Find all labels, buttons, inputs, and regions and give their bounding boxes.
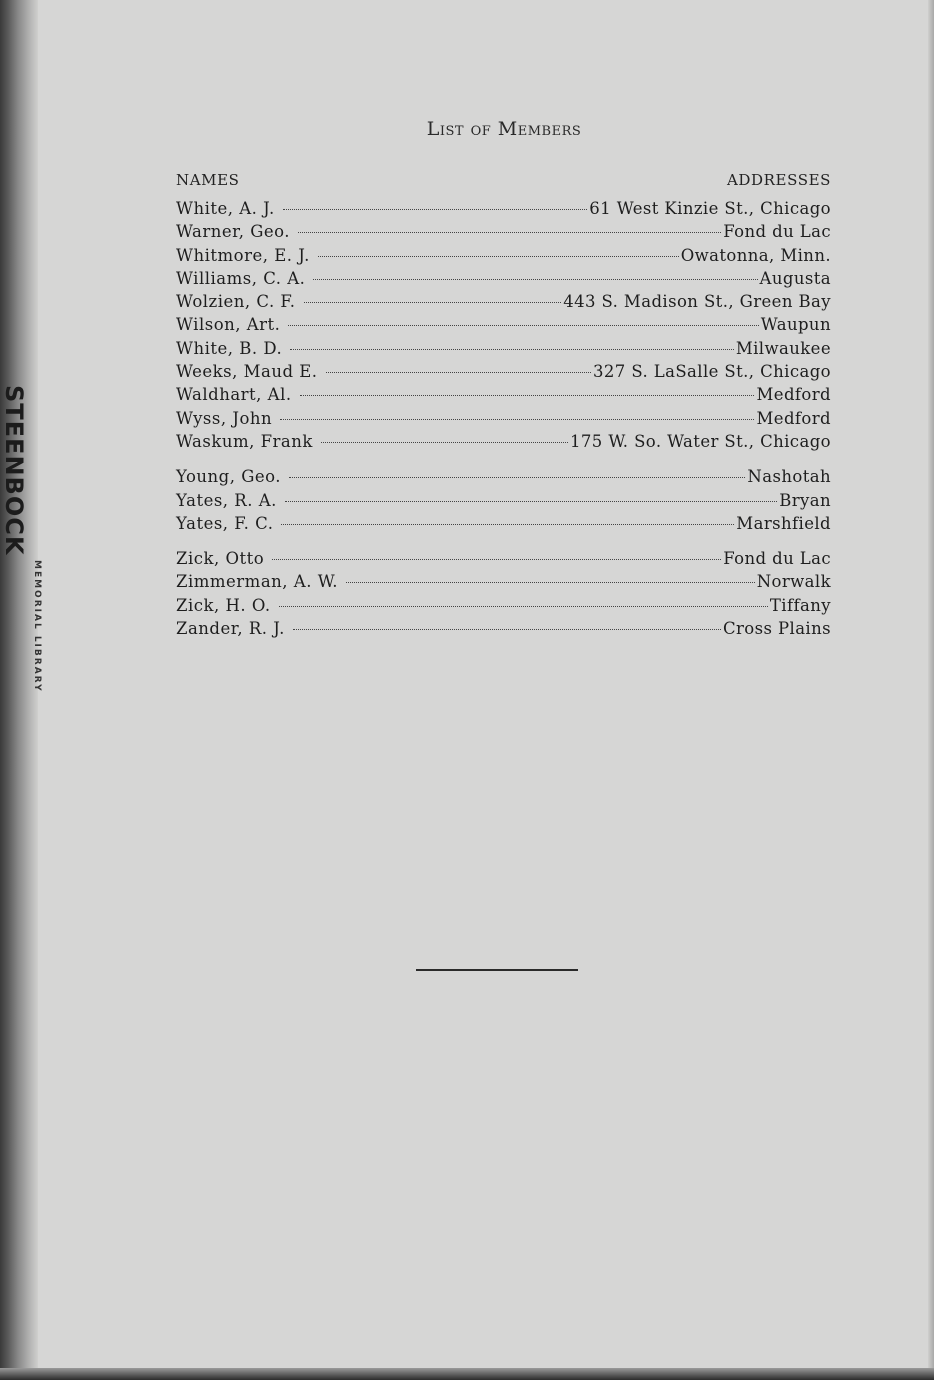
member-row (176, 197, 831, 220)
member-address: 61 West Kinzie St., Chicago (589, 199, 831, 218)
member-address: Augusta (759, 268, 831, 288)
member-address: Owatonna, Minn. (680, 245, 831, 265)
dot-leader (289, 477, 745, 478)
dot-leader (300, 395, 755, 396)
member-name: Zick, H. O. (176, 595, 271, 615)
dot-leader (281, 524, 734, 525)
member-name: Zander, R. J. (176, 619, 285, 639)
member-name: Wyss, John (176, 408, 273, 428)
page-title: List of Members (426, 118, 582, 140)
book-spine (0, 0, 42, 1380)
addresses-header: ADDRESSES (726, 171, 831, 189)
member-row (176, 290, 831, 313)
dot-leader (326, 372, 591, 373)
dot-leader (290, 349, 734, 350)
member-name: Waldhart, Al. (176, 385, 292, 405)
member-name: Warner, Geo. (176, 222, 291, 242)
dot-leader (279, 606, 768, 607)
member-name: Yates, F. C. (176, 513, 274, 533)
member-address: Medford (756, 408, 831, 428)
member-row (176, 570, 831, 593)
group-spacer (176, 453, 831, 465)
dot-leader (280, 419, 754, 420)
member-name: Wolzien, C. F. (176, 292, 296, 312)
member-address: Nashotah (747, 467, 831, 487)
member-row (176, 313, 831, 336)
member-address: Marshfield (736, 513, 831, 533)
dot-leader (285, 501, 777, 502)
member-name: Yates, R. A. (176, 490, 277, 510)
member-row (176, 267, 831, 290)
member-name: Waskum, Frank (176, 431, 313, 451)
member-address: Tiffany (769, 595, 831, 615)
member-address: 175 W. So. Water St., Chicago (569, 431, 831, 451)
dot-leader (321, 442, 568, 443)
member-address: Norwalk (756, 572, 831, 592)
member-name: White, B. D. (176, 338, 283, 358)
spine-title: STEENBOCK (0, 385, 28, 556)
member-name: Williams, C. A. (176, 268, 306, 288)
dot-leader (272, 559, 721, 560)
member-row (176, 594, 831, 617)
member-list (176, 197, 831, 640)
dot-leader (283, 209, 588, 210)
member-address: Waupun (760, 315, 831, 335)
member-row (176, 617, 831, 640)
dot-leader (288, 325, 758, 326)
member-address: Bryan (779, 490, 831, 510)
names-header: NAMES (176, 171, 240, 189)
member-name: Wilson, Art. (176, 315, 281, 335)
member-address: Fond du Lac (723, 222, 831, 242)
member-name: White, A. J. (176, 199, 275, 218)
member-row (176, 360, 831, 383)
member-address: 327 S. LaSalle St., Chicago (592, 362, 831, 382)
dot-leader (318, 256, 679, 257)
dot-leader (293, 629, 721, 630)
member-row (176, 465, 831, 488)
member-row (176, 244, 831, 267)
member-row (176, 383, 831, 406)
page-bottom-edge (0, 1368, 934, 1380)
column-header (176, 171, 831, 189)
member-row (176, 489, 831, 512)
spine-subtitle: MEMORIAL LIBRARY (32, 560, 42, 693)
member-name: Zimmerman, A. W. (176, 572, 339, 592)
member-address: Medford (756, 385, 831, 405)
member-address: 443 S. Madison St., Green Bay (563, 292, 831, 312)
page-right-edge (928, 0, 934, 1380)
member-row (176, 430, 831, 453)
member-row (176, 547, 831, 570)
dot-leader (346, 582, 755, 583)
member-row (176, 337, 831, 360)
member-name: Whitmore, E. J. (176, 245, 310, 265)
dot-leader (313, 279, 757, 280)
closing-rule (416, 969, 578, 971)
member-name: Young, Geo. (176, 467, 282, 487)
member-address: Fond du Lac (723, 549, 831, 569)
member-name: Zick, Otto (176, 549, 265, 569)
dot-leader (304, 302, 562, 303)
member-address: Cross Plains (722, 619, 831, 639)
member-row (176, 512, 831, 535)
member-address: Milwaukee (735, 338, 831, 358)
group-spacer (176, 535, 831, 547)
member-row (176, 407, 831, 430)
member-name: Weeks, Maud E. (176, 362, 318, 382)
dot-leader (298, 232, 721, 233)
member-row (176, 220, 831, 243)
